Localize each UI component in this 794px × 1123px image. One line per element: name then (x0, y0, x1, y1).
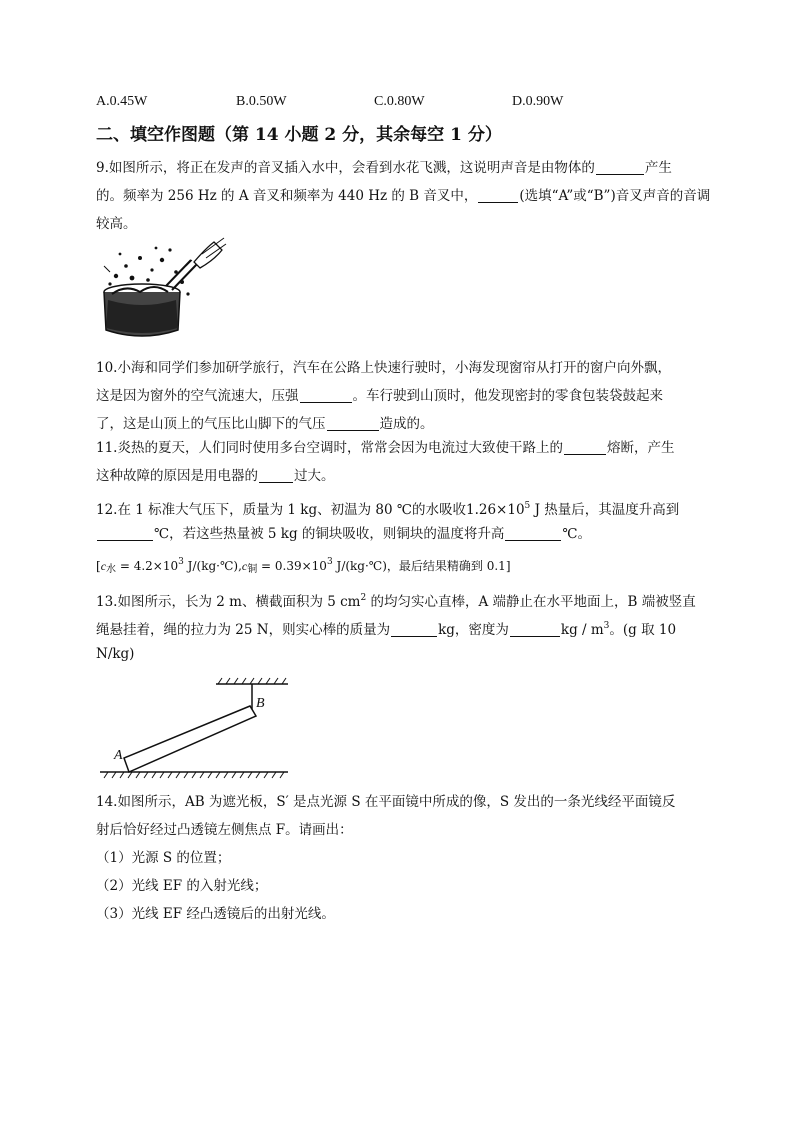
q12-text: J 热量后，其温度升高到 (530, 502, 680, 518)
q11-blank-2[interactable] (259, 466, 293, 483)
question-10 (96, 354, 706, 438)
rod-suspension-figure (96, 676, 296, 780)
q13-text: kg / m (560, 622, 604, 638)
c-water-subscript: 水 (106, 564, 117, 575)
q11-text: 熔断，产生 (606, 440, 675, 456)
q9-text: 的。频率为 256 Hz 的 A 音叉和频率为 440 Hz 的 B 音叉中， (96, 188, 478, 204)
q10-text: 了，这是山顶上的气压比山脚下的气压 (96, 416, 326, 432)
answer-options (96, 94, 716, 114)
option-b[interactable]: B.0.50W (236, 94, 287, 109)
c-water-value: = 4.2×10 (116, 559, 179, 573)
c-copper-symbol: c (241, 559, 248, 573)
q13-exponent: 2 (360, 593, 367, 603)
q13-text: 13.如图所示，长为 2 m、横截面积为 5 cm (96, 594, 361, 610)
q12-blank-1[interactable] (97, 524, 153, 541)
q14-text: 射后恰好经过凸透镜左侧焦点 F。请画出： (96, 822, 353, 838)
q14-subquestion-2: （2）光线 EF 的入射光线； (96, 878, 268, 894)
q13-text: N/kg) (96, 646, 135, 662)
c-copper-subscript: 铜 (247, 564, 258, 575)
q11-blank-1[interactable] (564, 438, 606, 455)
c-copper-value: = 0.39×10 (257, 559, 327, 573)
q9-text: (选填“A”或“B”)音叉声音的音调 (519, 188, 711, 204)
q14-subquestion-1: （1）光源 S 的位置； (96, 850, 231, 866)
ground-hatch (104, 772, 284, 778)
q14-text: 14.如图所示，AB 为遮光板，S′ 是点光源 S 在平面镜中所成的像，S 发出的一条光线经平面镜反 (96, 794, 676, 810)
q12-text: 12.在 1 标准大气压下，质量为 1 kg、初温为 80 ℃的水吸收1.26×10 (96, 502, 525, 518)
q12-text: ℃。 (562, 526, 591, 542)
option-d[interactable]: D.0.90W (512, 94, 564, 109)
question-11 (96, 434, 706, 490)
ceiling-hatch (218, 678, 286, 684)
q12-blank-2[interactable] (505, 524, 561, 541)
q10-text: 造成的。 (379, 416, 434, 432)
label-b: B (256, 696, 265, 711)
q10-blank-1[interactable] (300, 386, 352, 403)
q12-precision-note: ，最后结果精确到 0.1] (386, 559, 511, 573)
q10-text: 。车行驶到山顶时，他发现密封的零食包装袋鼓起来 (352, 388, 663, 404)
q9-text: 较高。 (96, 216, 137, 232)
c-water-unit: J/(kg·℃), (183, 559, 242, 573)
c-copper-unit: J/(kg·℃) (332, 559, 387, 573)
section-title: 二、填空作图题（第 14 小题 2 分，其余每空 1 分） (96, 125, 502, 145)
q10-blank-2[interactable] (327, 414, 379, 431)
q12-text: ℃，若这些热量被 5 kg 的铜块吸收，则铜块的温度将升高 (154, 526, 505, 542)
q11-text: 11.炎热的夏天，人们同时使用多台空调时，常常会因为电流过大致使干路上的 (96, 440, 563, 456)
q13-blank-2[interactable] (510, 620, 560, 637)
q12-bracket: [ (96, 559, 101, 573)
q10-text: 这是因为窗外的空气流速大，压强 (96, 388, 299, 404)
q9-blank-2[interactable] (478, 186, 518, 203)
option-a[interactable]: A.0.45W (96, 94, 148, 109)
question-9 (96, 154, 711, 238)
q12-constants (96, 548, 706, 576)
q9-text: 9.如图所示，将正在发声的音叉插入水中，会看到水花飞溅，这说明声音是由物体的 (96, 160, 595, 176)
q13-exponent: 3 (603, 621, 610, 631)
label-a: A (114, 748, 123, 763)
c-water-exponent: 3 (178, 557, 184, 567)
c-water-symbol: c (100, 559, 107, 573)
question-13 (96, 584, 706, 668)
q9-text: 产生 (644, 160, 672, 176)
question-14 (96, 788, 706, 928)
c-copper-exponent: 3 (326, 557, 333, 567)
q10-text: 10.小海和同学们参加研学旅行，汽车在公路上快速行驶时，小海发现窗帘从打开的窗户向外飘， (96, 360, 671, 376)
option-c[interactable]: C.0.80W (374, 94, 425, 109)
q14-subquestion-3: （3）光线 EF 经凸透镜后的出射光线。 (96, 906, 335, 922)
question-12 (96, 492, 706, 576)
q13-text: kg，密度为 (438, 622, 509, 638)
q11-text: 过大。 (294, 468, 335, 484)
q11-text: 这种故障的原因是用电器的 (96, 468, 258, 484)
q13-text: 绳悬挂着，绳的拉力为 25 N，则实心棒的质量为 (96, 622, 391, 638)
q13-text: 的均匀实心直棒，A 端静止在水平地面上，B 端被竖直 (366, 594, 696, 610)
tuning-fork-in-water-figure (96, 236, 228, 342)
q13-text: 。(g 取 10 (609, 622, 677, 638)
q12-exponent: 5 (524, 501, 531, 511)
q13-blank-1[interactable] (391, 620, 437, 637)
q9-blank-1[interactable] (596, 158, 644, 175)
rod-shape (124, 706, 256, 772)
